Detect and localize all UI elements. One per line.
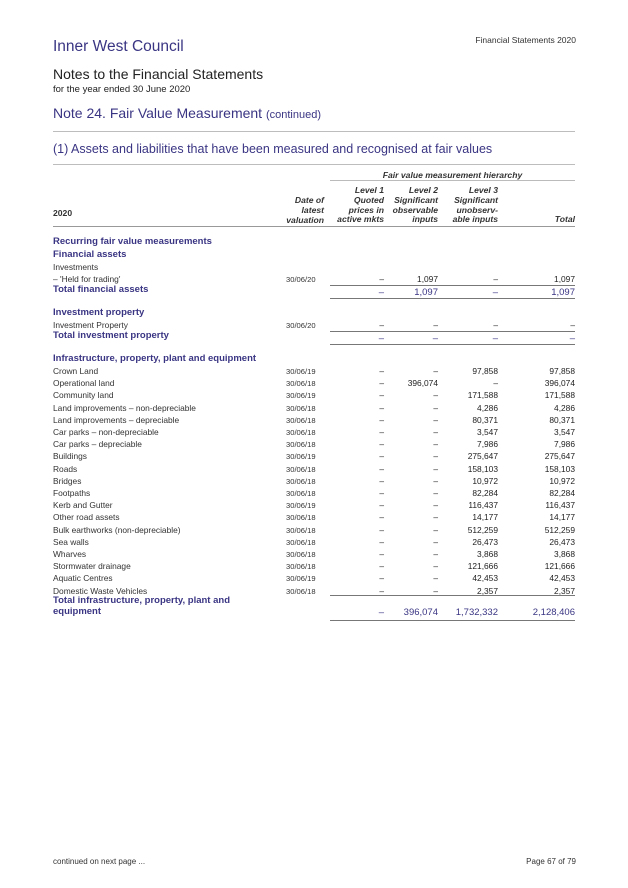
row-total: 14,177 <box>549 512 575 523</box>
row-label: Car parks – depreciable <box>53 439 142 450</box>
row-level3: 7,986 <box>477 439 498 450</box>
table-row <box>0 389 628 402</box>
table-row <box>0 560 628 573</box>
row-level2: – <box>433 488 438 498</box>
row-level3: 10,972 <box>472 475 498 486</box>
row-total: 3,547 <box>554 427 575 437</box>
row-label: – 'Held for trading' <box>53 274 121 284</box>
row-total: 275,647 <box>544 451 575 462</box>
total-level3: – <box>492 333 498 344</box>
row-label: Wharves <box>53 549 87 559</box>
year-column-label: 2020 <box>53 208 73 218</box>
row-date: 30/06/18 <box>286 537 316 547</box>
table-header-divider <box>53 226 575 227</box>
total-level2: 1,097 <box>414 287 438 298</box>
col-l2-line: Significant <box>394 194 438 205</box>
row-level3: 116,437 <box>468 500 498 511</box>
recurring-heading: Recurring fair value measurements <box>53 236 212 247</box>
total-level2: 396,074 <box>403 607 438 618</box>
note-title-text: Note 24. Fair Value Measurement <box>53 105 263 121</box>
col-l3-line: able inputs <box>452 214 498 225</box>
row-level3: 26,473 <box>472 536 498 547</box>
row-total: 512,259 <box>544 524 575 535</box>
col-l3-line: Significant <box>454 194 498 205</box>
row-label: Community land <box>53 390 114 401</box>
total-level3: 1,732,332 <box>455 607 498 618</box>
note-continued: (continued) <box>265 109 322 121</box>
table-row <box>0 426 628 439</box>
row-level2: – <box>433 390 438 401</box>
row-level2: – <box>433 451 438 462</box>
row-label: Footpaths <box>53 488 91 498</box>
row-total: 158,103 <box>544 463 575 474</box>
col-l1-line: prices in <box>348 204 384 215</box>
row-level2: – <box>433 536 438 547</box>
row-level2: – <box>433 561 438 572</box>
col-header-level1 <box>337 186 384 225</box>
row-date: 30/06/18 <box>286 562 316 572</box>
row-label: Crown Land <box>53 366 99 376</box>
row-total: – <box>570 320 575 330</box>
financial-assets-heading: Financial assets <box>53 249 127 260</box>
row-level1: – <box>379 274 384 284</box>
row-label: Domestic Waste Vehicles <box>53 585 148 596</box>
table-row <box>0 414 628 427</box>
row-level2: – <box>433 402 438 413</box>
row-level2: – <box>433 427 438 437</box>
row-level1: – <box>379 585 384 596</box>
col-l1-line: Quoted <box>353 194 384 205</box>
row-level3: 3,547 <box>477 427 498 437</box>
row-label: Bridges <box>53 475 82 486</box>
year-ended: for the year ended 30 June 2020 <box>53 84 191 95</box>
total-label: Total investment property <box>53 330 169 341</box>
header-divider <box>53 131 575 132</box>
row-level1: – <box>379 320 384 330</box>
row-level3: 82,284 <box>472 488 498 498</box>
row-label: Land improvements – depreciable <box>53 414 180 425</box>
row-total: 171,588 <box>544 390 575 401</box>
total-amount: 1,097 <box>551 287 575 298</box>
row-date: 30/06/19 <box>286 452 316 462</box>
total-rule <box>330 620 575 621</box>
row-level1: – <box>379 427 384 437</box>
note-title <box>53 105 321 121</box>
row-level2: – <box>433 549 438 559</box>
row-level3: – <box>493 274 498 284</box>
row-level1: – <box>379 524 384 535</box>
row-level1: – <box>379 414 384 425</box>
col-date-line: Date of <box>294 195 324 205</box>
row-level2: – <box>433 366 438 376</box>
total-rule <box>330 344 575 345</box>
row-level1: – <box>379 536 384 547</box>
row-level2: 1,097 <box>417 274 438 284</box>
hierarchy-underline <box>330 180 575 181</box>
col-l2-line: inputs <box>412 214 438 225</box>
subtotal-rule <box>330 595 575 596</box>
row-date: 30/06/18 <box>286 489 316 498</box>
row-level2: – <box>433 414 438 425</box>
row-level3: – <box>493 320 498 330</box>
row-level3: 42,453 <box>472 573 498 584</box>
row-total: 121,666 <box>544 561 575 572</box>
section-divider <box>53 164 575 165</box>
table-row <box>0 475 628 488</box>
row-date: 30/06/19 <box>286 367 316 376</box>
col-l2-line: Level 2 <box>408 185 438 195</box>
row-date: 30/06/18 <box>286 586 316 596</box>
row-level2: 396,074 <box>407 378 438 389</box>
table-row <box>0 402 628 415</box>
hierarchy-label: Fair value measurement hierarchy <box>382 170 523 180</box>
total-label: Total financial assets <box>53 284 149 295</box>
row-label: Car parks – non-depreciable <box>53 427 159 437</box>
page-number: Page 67 of 79 <box>526 857 576 866</box>
row-label: Other road assets <box>53 512 120 523</box>
row-level3: 512,259 <box>467 524 498 535</box>
row-level2: – <box>433 320 438 330</box>
row-level3: 3,868 <box>477 549 498 559</box>
row-level1: – <box>379 390 384 401</box>
table-row <box>0 548 628 561</box>
total-amount: – <box>569 333 575 344</box>
row-label: Sea walls <box>53 536 89 547</box>
row-level1: – <box>379 378 384 389</box>
table-row <box>0 377 628 390</box>
row-level2: – <box>433 573 438 584</box>
total-level1: – <box>378 287 384 298</box>
row-date: 30/06/18 <box>286 513 316 523</box>
col-l1-line: active mkts <box>337 214 384 225</box>
table-row <box>0 438 628 451</box>
col-header-level2 <box>393 186 438 225</box>
table-row <box>0 524 628 537</box>
table-row <box>0 536 628 549</box>
total-level3: – <box>492 287 498 298</box>
col-header-date <box>286 196 324 225</box>
row-label: Investment Property <box>53 320 128 330</box>
row-level1: – <box>379 366 384 376</box>
col-header-level3 <box>453 186 498 225</box>
row-label: Investments <box>53 262 99 272</box>
col-l3-line: Level 3 <box>468 185 498 195</box>
investment-heading: Investment property <box>53 307 145 318</box>
organisation-name: Inner West Council <box>53 38 184 55</box>
col-date-line: valuation <box>286 214 324 225</box>
row-total: 97,858 <box>549 366 575 376</box>
row-label: Kerb and Gutter <box>53 500 113 511</box>
row-total: 10,972 <box>549 475 575 486</box>
row-level2: – <box>433 585 438 596</box>
row-level2: – <box>433 475 438 486</box>
row-level2: – <box>433 439 438 450</box>
row-total: 42,453 <box>549 573 575 584</box>
row-level2: – <box>433 512 438 523</box>
total-level2: – <box>432 333 438 344</box>
ippe-heading: Infrastructure, property, plant and equipment <box>53 353 257 364</box>
row-level1: – <box>379 451 384 462</box>
row-label: Stormwater drainage <box>53 561 131 572</box>
row-date: 30/06/18 <box>286 415 316 425</box>
row-level1: – <box>379 500 384 511</box>
row-level1: – <box>379 512 384 523</box>
table-row <box>0 511 628 524</box>
row-date: 30/06/18 <box>286 403 316 413</box>
total-label-line2: equipment <box>53 606 102 617</box>
notes-title: Notes to the Financial Statements <box>53 66 264 82</box>
table-row <box>0 463 628 476</box>
row-level1: – <box>379 475 384 486</box>
total-level1: – <box>378 333 384 344</box>
row-date: 30/06/18 <box>286 464 316 474</box>
row-level2: – <box>433 500 438 511</box>
total-amount: 2,128,406 <box>532 607 575 618</box>
row-total: 1,097 <box>554 274 575 284</box>
row-label: Land improvements – non-depreciable <box>53 402 196 413</box>
table-row <box>0 450 628 463</box>
document-header: Financial Statements 2020 <box>475 35 576 45</box>
table-row <box>0 572 628 585</box>
subtotal-rule <box>330 285 575 286</box>
row-date: 30/06/19 <box>286 501 316 511</box>
row-date: 30/06/18 <box>286 550 316 559</box>
row-level1: – <box>379 488 384 498</box>
row-level1: – <box>379 402 384 413</box>
col-l3-line: unobserv- <box>456 204 498 215</box>
row-level1: – <box>379 463 384 474</box>
row-total: 116,437 <box>545 500 575 511</box>
col-l1-line: Level 1 <box>354 185 384 195</box>
row-label: Roads <box>53 463 78 474</box>
row-level2: – <box>433 463 438 474</box>
row-date: 30/06/20 <box>286 275 316 284</box>
row-label: Bulk earthworks (non-depreciable) <box>53 524 181 535</box>
row-total: 4,286 <box>554 402 575 413</box>
row-date: 30/06/18 <box>286 379 316 389</box>
row-date: 30/06/19 <box>286 391 316 401</box>
row-date: 30/06/19 <box>286 574 316 584</box>
row-total: 2,357 <box>554 585 575 596</box>
row-level3: 14,177 <box>472 512 498 523</box>
row-level3: 171,588 <box>467 390 498 401</box>
row-total: 396,074 <box>544 378 575 389</box>
row-level1: – <box>379 573 384 584</box>
row-label: Operational land <box>53 378 115 389</box>
col-header-total <box>555 215 575 225</box>
subtotal-rule <box>330 331 575 332</box>
row-total: 82,284 <box>549 488 575 498</box>
row-level1: – <box>379 549 384 559</box>
row-level3: 275,647 <box>467 451 498 462</box>
col-total-line: Total <box>554 214 575 224</box>
row-date: 30/06/18 <box>286 440 316 450</box>
row-total: 7,986 <box>554 439 575 450</box>
row-level3: 97,858 <box>472 366 498 376</box>
col-l2-line: observable <box>392 204 438 215</box>
total-level1: – <box>378 607 384 618</box>
row-total: 3,868 <box>554 549 575 559</box>
row-level2: – <box>433 524 438 535</box>
table-row <box>0 499 628 512</box>
total-rule <box>330 298 575 299</box>
row-level1: – <box>379 439 384 450</box>
row-date: 30/06/20 <box>286 321 316 330</box>
row-date: 30/06/18 <box>286 428 316 437</box>
row-level3: 4,286 <box>477 402 498 413</box>
row-label: Aquatic Centres <box>53 573 113 584</box>
continued-note: continued on next page ... <box>53 857 146 866</box>
row-label: Buildings <box>53 451 87 462</box>
section-title: (1) Assets and liabilities that have been measured and recognised at fair values <box>53 142 493 156</box>
row-date: 30/06/18 <box>286 476 316 486</box>
table-row <box>0 365 628 378</box>
row-level3: 121,666 <box>467 561 498 572</box>
row-date: 30/06/18 <box>286 525 316 535</box>
row-level3: 158,103 <box>467 463 498 474</box>
total-label-line1: Total infrastructure, property, plant and <box>53 595 230 606</box>
col-date-line: latest <box>301 204 324 215</box>
row-total: 26,473 <box>549 536 575 547</box>
row-level3: – <box>493 378 498 389</box>
row-total: 80,371 <box>549 414 575 425</box>
row-level3: 2,357 <box>477 585 498 596</box>
table-row <box>0 487 628 500</box>
row-level1: – <box>379 561 384 572</box>
row-level3: 80,371 <box>472 414 498 425</box>
